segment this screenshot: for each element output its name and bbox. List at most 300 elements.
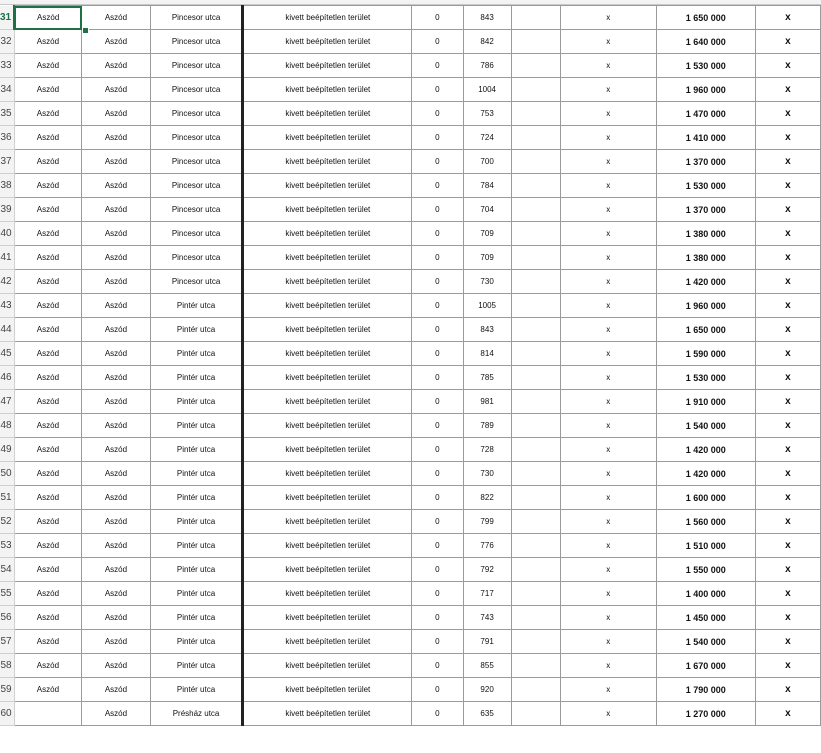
settlement-cell[interactable]: Aszód — [82, 6, 150, 30]
zero-value-cell[interactable]: 0 — [412, 678, 463, 702]
settlement-cell[interactable]: Aszód — [82, 678, 150, 702]
price-cell[interactable]: 1 530 000 — [656, 54, 755, 78]
price-cell[interactable]: 1 560 000 — [656, 510, 755, 534]
land-use-cell[interactable]: kivett beépítetlen terület — [243, 342, 412, 366]
row-header[interactable]: 48 — [0, 414, 14, 438]
empty-cell[interactable] — [511, 198, 560, 222]
price-cell[interactable]: 1 650 000 — [656, 318, 755, 342]
town-cell[interactable]: Aszód — [14, 510, 82, 534]
x-mark-cell[interactable]: x — [560, 390, 656, 414]
x-mark-cell[interactable]: x — [560, 630, 656, 654]
settlement-cell[interactable]: Aszód — [82, 414, 150, 438]
street-cell[interactable]: Pincesor utca — [150, 246, 243, 270]
row-header[interactable]: 37 — [0, 150, 14, 174]
area-cell[interactable]: 704 — [463, 198, 511, 222]
x-mark-cell[interactable]: x — [560, 78, 656, 102]
x-bold-cell[interactable]: x — [755, 198, 820, 222]
land-use-cell[interactable]: kivett beépítetlen terület — [243, 438, 412, 462]
x-bold-cell[interactable]: x — [755, 270, 820, 294]
town-cell[interactable]: Aszód — [14, 438, 82, 462]
zero-value-cell[interactable]: 0 — [412, 414, 463, 438]
town-cell[interactable]: Aszód — [14, 462, 82, 486]
zero-value-cell[interactable]: 0 — [412, 390, 463, 414]
empty-cell[interactable] — [511, 438, 560, 462]
area-cell[interactable]: 724 — [463, 126, 511, 150]
town-cell[interactable]: Aszód — [14, 270, 82, 294]
x-bold-cell[interactable]: x — [755, 582, 820, 606]
street-cell[interactable]: Pintér utca — [150, 390, 243, 414]
settlement-cell[interactable]: Aszód — [82, 222, 150, 246]
x-bold-cell[interactable]: x — [755, 366, 820, 390]
row-header[interactable]: 33 — [0, 54, 14, 78]
settlement-cell[interactable]: Aszód — [82, 150, 150, 174]
x-bold-cell[interactable]: x — [755, 342, 820, 366]
empty-cell[interactable] — [511, 174, 560, 198]
zero-value-cell[interactable]: 0 — [412, 606, 463, 630]
x-mark-cell[interactable]: x — [560, 198, 656, 222]
land-use-cell[interactable]: kivett beépítetlen terület — [243, 150, 412, 174]
price-cell[interactable]: 1 370 000 — [656, 150, 755, 174]
zero-value-cell[interactable]: 0 — [412, 6, 463, 30]
zero-value-cell[interactable]: 0 — [412, 438, 463, 462]
settlement-cell[interactable]: Aszód — [82, 294, 150, 318]
land-use-cell[interactable]: kivett beépítetlen terület — [243, 318, 412, 342]
town-cell[interactable]: Aszód — [14, 246, 82, 270]
settlement-cell[interactable]: Aszód — [82, 198, 150, 222]
land-use-cell[interactable]: kivett beépítetlen terület — [243, 78, 412, 102]
row-header[interactable]: 40 — [0, 222, 14, 246]
zero-value-cell[interactable]: 0 — [412, 30, 463, 54]
row-header[interactable]: 45 — [0, 342, 14, 366]
row-header[interactable]: 44 — [0, 318, 14, 342]
zero-value-cell[interactable]: 0 — [412, 222, 463, 246]
price-cell[interactable]: 1 510 000 — [656, 534, 755, 558]
row-header[interactable]: 54 — [0, 558, 14, 582]
area-cell[interactable]: 822 — [463, 486, 511, 510]
land-use-cell[interactable]: kivett beépítetlen terület — [243, 246, 412, 270]
empty-cell[interactable] — [511, 414, 560, 438]
settlement-cell[interactable]: Aszód — [82, 126, 150, 150]
land-use-cell[interactable]: kivett beépítetlen terület — [243, 390, 412, 414]
x-mark-cell[interactable]: x — [560, 366, 656, 390]
x-bold-cell[interactable]: x — [755, 246, 820, 270]
town-cell[interactable]: Aszód — [14, 294, 82, 318]
zero-value-cell[interactable]: 0 — [412, 366, 463, 390]
street-cell[interactable]: Pintér utca — [150, 462, 243, 486]
x-mark-cell[interactable]: x — [560, 702, 656, 726]
price-cell[interactable]: 1 420 000 — [656, 270, 755, 294]
price-cell[interactable]: 1 910 000 — [656, 390, 755, 414]
town-cell[interactable]: Aszód — [14, 102, 82, 126]
street-cell[interactable]: Pintér utca — [150, 558, 243, 582]
x-bold-cell[interactable]: x — [755, 102, 820, 126]
row-header[interactable]: 39 — [0, 198, 14, 222]
land-use-cell[interactable]: kivett beépítetlen terület — [243, 582, 412, 606]
settlement-cell[interactable]: Aszód — [82, 270, 150, 294]
settlement-cell[interactable]: Aszód — [82, 486, 150, 510]
x-mark-cell[interactable]: x — [560, 294, 656, 318]
zero-value-cell[interactable]: 0 — [412, 318, 463, 342]
land-use-cell[interactable]: kivett beépítetlen terület — [243, 702, 412, 726]
x-bold-cell[interactable]: x — [755, 390, 820, 414]
street-cell[interactable]: Pincesor utca — [150, 150, 243, 174]
town-cell[interactable]: Aszód — [14, 390, 82, 414]
town-cell[interactable]: Aszód — [14, 30, 82, 54]
area-cell[interactable]: 709 — [463, 246, 511, 270]
price-cell[interactable]: 1 960 000 — [656, 78, 755, 102]
street-cell[interactable]: Pintér utca — [150, 678, 243, 702]
zero-value-cell[interactable]: 0 — [412, 78, 463, 102]
row-header[interactable]: 47 — [0, 390, 14, 414]
price-cell[interactable]: 1 400 000 — [656, 582, 755, 606]
x-bold-cell[interactable]: x — [755, 558, 820, 582]
settlement-cell[interactable]: Aszód — [82, 342, 150, 366]
x-bold-cell[interactable]: x — [755, 150, 820, 174]
x-bold-cell[interactable]: x — [755, 30, 820, 54]
area-cell[interactable]: 792 — [463, 558, 511, 582]
row-header[interactable]: 55 — [0, 582, 14, 606]
x-bold-cell[interactable]: x — [755, 222, 820, 246]
area-cell[interactable]: 855 — [463, 654, 511, 678]
x-mark-cell[interactable]: x — [560, 222, 656, 246]
empty-cell[interactable] — [511, 678, 560, 702]
row-header[interactable]: 34 — [0, 78, 14, 102]
area-cell[interactable]: 717 — [463, 582, 511, 606]
empty-cell[interactable] — [511, 246, 560, 270]
town-cell[interactable]: Aszód — [14, 150, 82, 174]
area-cell[interactable]: 730 — [463, 270, 511, 294]
x-mark-cell[interactable]: x — [560, 126, 656, 150]
row-header[interactable]: 49 — [0, 438, 14, 462]
town-cell[interactable]: Aszód — [14, 126, 82, 150]
x-mark-cell[interactable]: x — [560, 678, 656, 702]
empty-cell[interactable] — [511, 654, 560, 678]
zero-value-cell[interactable]: 0 — [412, 126, 463, 150]
street-cell[interactable]: Pintér utca — [150, 606, 243, 630]
empty-cell[interactable] — [511, 390, 560, 414]
land-use-cell[interactable]: kivett beépítetlen terület — [243, 510, 412, 534]
x-bold-cell[interactable]: x — [755, 678, 820, 702]
x-bold-cell[interactable]: x — [755, 126, 820, 150]
empty-cell[interactable] — [511, 510, 560, 534]
x-bold-cell[interactable]: x — [755, 294, 820, 318]
row-header[interactable]: 52 — [0, 510, 14, 534]
land-use-cell[interactable]: kivett beépítetlen terület — [243, 198, 412, 222]
land-use-cell[interactable]: kivett beépítetlen terület — [243, 486, 412, 510]
land-use-cell[interactable]: kivett beépítetlen terület — [243, 270, 412, 294]
settlement-cell[interactable]: Aszód — [82, 510, 150, 534]
price-cell[interactable]: 1 420 000 — [656, 462, 755, 486]
row-header[interactable]: 31 — [0, 6, 14, 30]
price-cell[interactable]: 1 380 000 — [656, 246, 755, 270]
town-cell[interactable]: Aszód — [14, 678, 82, 702]
street-cell[interactable]: Pintér utca — [150, 630, 243, 654]
price-cell[interactable]: 1 650 000 — [656, 6, 755, 30]
area-cell[interactable]: 843 — [463, 6, 511, 30]
land-use-cell[interactable]: kivett beépítetlen terület — [243, 462, 412, 486]
town-cell[interactable]: Aszód — [14, 582, 82, 606]
settlement-cell[interactable]: Aszód — [82, 582, 150, 606]
x-mark-cell[interactable]: x — [560, 54, 656, 78]
empty-cell[interactable] — [511, 150, 560, 174]
zero-value-cell[interactable]: 0 — [412, 534, 463, 558]
zero-value-cell[interactable]: 0 — [412, 582, 463, 606]
area-cell[interactable]: 842 — [463, 30, 511, 54]
land-use-cell[interactable]: kivett beépítetlen terület — [243, 54, 412, 78]
x-mark-cell[interactable]: x — [560, 246, 656, 270]
row-header[interactable]: 41 — [0, 246, 14, 270]
settlement-cell[interactable]: Aszód — [82, 174, 150, 198]
street-cell[interactable]: Présház utca — [150, 702, 243, 726]
street-cell[interactable]: Pintér utca — [150, 342, 243, 366]
town-cell[interactable]: Aszód — [14, 54, 82, 78]
row-header[interactable]: 50 — [0, 462, 14, 486]
settlement-cell[interactable]: Aszód — [82, 246, 150, 270]
x-mark-cell[interactable]: x — [560, 102, 656, 126]
area-cell[interactable]: 635 — [463, 702, 511, 726]
x-bold-cell[interactable]: x — [755, 414, 820, 438]
zero-value-cell[interactable]: 0 — [412, 486, 463, 510]
x-bold-cell[interactable]: x — [755, 78, 820, 102]
price-cell[interactable]: 1 600 000 — [656, 486, 755, 510]
price-cell[interactable]: 1 270 000 — [656, 702, 755, 726]
row-header[interactable]: 58 — [0, 654, 14, 678]
land-use-cell[interactable]: kivett beépítetlen terület — [243, 654, 412, 678]
price-cell[interactable]: 1 370 000 — [656, 198, 755, 222]
town-cell[interactable] — [14, 702, 82, 726]
zero-value-cell[interactable]: 0 — [412, 198, 463, 222]
zero-value-cell[interactable]: 0 — [412, 174, 463, 198]
area-cell[interactable]: 730 — [463, 462, 511, 486]
settlement-cell[interactable]: Aszód — [82, 630, 150, 654]
area-cell[interactable]: 786 — [463, 54, 511, 78]
area-cell[interactable]: 743 — [463, 606, 511, 630]
town-cell[interactable]: Aszód — [14, 174, 82, 198]
street-cell[interactable]: Pincesor utca — [150, 78, 243, 102]
empty-cell[interactable] — [511, 486, 560, 510]
row-header[interactable]: 57 — [0, 630, 14, 654]
area-cell[interactable]: 1004 — [463, 78, 511, 102]
x-bold-cell[interactable]: x — [755, 654, 820, 678]
street-cell[interactable]: Pincesor utca — [150, 102, 243, 126]
empty-cell[interactable] — [511, 78, 560, 102]
empty-cell[interactable] — [511, 582, 560, 606]
x-mark-cell[interactable]: x — [560, 438, 656, 462]
zero-value-cell[interactable]: 0 — [412, 630, 463, 654]
settlement-cell[interactable]: Aszód — [82, 654, 150, 678]
land-use-cell[interactable]: kivett beépítetlen terület — [243, 30, 412, 54]
settlement-cell[interactable]: Aszód — [82, 702, 150, 726]
fill-handle[interactable] — [82, 27, 89, 34]
area-cell[interactable]: 784 — [463, 174, 511, 198]
area-cell[interactable]: 728 — [463, 438, 511, 462]
land-use-cell[interactable]: kivett beépítetlen terület — [243, 606, 412, 630]
zero-value-cell[interactable]: 0 — [412, 270, 463, 294]
x-bold-cell[interactable]: x — [755, 54, 820, 78]
empty-cell[interactable] — [511, 702, 560, 726]
street-cell[interactable]: Pintér utca — [150, 318, 243, 342]
zero-value-cell[interactable]: 0 — [412, 558, 463, 582]
town-cell[interactable]: Aszód — [14, 630, 82, 654]
area-cell[interactable]: 791 — [463, 630, 511, 654]
row-header[interactable]: 43 — [0, 294, 14, 318]
zero-value-cell[interactable]: 0 — [412, 102, 463, 126]
price-cell[interactable]: 1 450 000 — [656, 606, 755, 630]
land-use-cell[interactable]: kivett beépítetlen terület — [243, 102, 412, 126]
area-cell[interactable]: 753 — [463, 102, 511, 126]
street-cell[interactable]: Pincesor utca — [150, 126, 243, 150]
price-cell[interactable]: 1 380 000 — [656, 222, 755, 246]
land-use-cell[interactable]: kivett beépítetlen terület — [243, 6, 412, 30]
x-bold-cell[interactable]: x — [755, 6, 820, 30]
settlement-cell[interactable]: Aszód — [82, 78, 150, 102]
price-cell[interactable]: 1 790 000 — [656, 678, 755, 702]
settlement-cell[interactable]: Aszód — [82, 606, 150, 630]
street-cell[interactable]: Pintér utca — [150, 582, 243, 606]
settlement-cell[interactable]: Aszód — [82, 318, 150, 342]
street-cell[interactable]: Pintér utca — [150, 534, 243, 558]
price-cell[interactable]: 1 590 000 — [656, 342, 755, 366]
x-bold-cell[interactable]: x — [755, 174, 820, 198]
x-bold-cell[interactable]: x — [755, 438, 820, 462]
settlement-cell[interactable]: Aszód — [82, 366, 150, 390]
land-use-cell[interactable]: kivett beépítetlen terület — [243, 534, 412, 558]
street-cell[interactable]: Pintér utca — [150, 654, 243, 678]
street-cell[interactable]: Pincesor utca — [150, 6, 243, 30]
x-mark-cell[interactable]: x — [560, 510, 656, 534]
row-header[interactable]: 56 — [0, 606, 14, 630]
x-mark-cell[interactable]: x — [560, 318, 656, 342]
street-cell[interactable]: Pincesor utca — [150, 270, 243, 294]
row-header[interactable]: 51 — [0, 486, 14, 510]
street-cell[interactable]: Pincesor utca — [150, 174, 243, 198]
x-bold-cell[interactable]: x — [755, 318, 820, 342]
x-mark-cell[interactable]: x — [560, 582, 656, 606]
empty-cell[interactable] — [511, 318, 560, 342]
area-cell[interactable]: 776 — [463, 534, 511, 558]
price-cell[interactable]: 1 640 000 — [656, 30, 755, 54]
area-cell[interactable]: 789 — [463, 414, 511, 438]
town-cell[interactable]: Aszód — [14, 342, 82, 366]
empty-cell[interactable] — [511, 630, 560, 654]
row-header[interactable]: 36 — [0, 126, 14, 150]
street-cell[interactable]: Pincesor utca — [150, 54, 243, 78]
settlement-cell[interactable]: Aszód — [82, 462, 150, 486]
town-cell[interactable]: Aszód — [14, 6, 82, 30]
x-bold-cell[interactable]: x — [755, 702, 820, 726]
town-cell[interactable]: Aszód — [14, 198, 82, 222]
row-header[interactable]: 38 — [0, 174, 14, 198]
street-cell[interactable]: Pintér utca — [150, 438, 243, 462]
x-mark-cell[interactable]: x — [560, 486, 656, 510]
area-cell[interactable]: 981 — [463, 390, 511, 414]
price-cell[interactable]: 1 530 000 — [656, 366, 755, 390]
row-header[interactable]: 42 — [0, 270, 14, 294]
x-bold-cell[interactable]: x — [755, 630, 820, 654]
zero-value-cell[interactable]: 0 — [412, 294, 463, 318]
settlement-cell[interactable]: Aszód — [82, 390, 150, 414]
empty-cell[interactable] — [511, 30, 560, 54]
town-cell[interactable]: Aszód — [14, 366, 82, 390]
area-cell[interactable]: 843 — [463, 318, 511, 342]
settlement-cell[interactable]: Aszód — [82, 534, 150, 558]
settlement-cell[interactable]: Aszód — [82, 30, 150, 54]
empty-cell[interactable] — [511, 222, 560, 246]
row-header[interactable]: 46 — [0, 366, 14, 390]
settlement-cell[interactable]: Aszód — [82, 438, 150, 462]
land-use-cell[interactable]: kivett beépítetlen terület — [243, 558, 412, 582]
price-cell[interactable]: 1 960 000 — [656, 294, 755, 318]
empty-cell[interactable] — [511, 462, 560, 486]
empty-cell[interactable] — [511, 534, 560, 558]
zero-value-cell[interactable]: 0 — [412, 150, 463, 174]
x-mark-cell[interactable]: x — [560, 558, 656, 582]
town-cell[interactable]: Aszód — [14, 414, 82, 438]
price-cell[interactable]: 1 550 000 — [656, 558, 755, 582]
town-cell[interactable]: Aszód — [14, 534, 82, 558]
price-cell[interactable]: 1 670 000 — [656, 654, 755, 678]
x-mark-cell[interactable]: x — [560, 606, 656, 630]
empty-cell[interactable] — [511, 6, 560, 30]
empty-cell[interactable] — [511, 606, 560, 630]
x-mark-cell[interactable]: x — [560, 30, 656, 54]
settlement-cell[interactable]: Aszód — [82, 102, 150, 126]
row-header[interactable]: 53 — [0, 534, 14, 558]
street-cell[interactable]: Pincesor utca — [150, 30, 243, 54]
land-use-cell[interactable]: kivett beépítetlen terület — [243, 630, 412, 654]
x-mark-cell[interactable]: x — [560, 534, 656, 558]
area-cell[interactable]: 814 — [463, 342, 511, 366]
zero-value-cell[interactable]: 0 — [412, 246, 463, 270]
land-use-cell[interactable]: kivett beépítetlen terület — [243, 126, 412, 150]
x-bold-cell[interactable]: x — [755, 486, 820, 510]
area-cell[interactable]: 785 — [463, 366, 511, 390]
land-use-cell[interactable]: kivett beépítetlen terület — [243, 414, 412, 438]
zero-value-cell[interactable]: 0 — [412, 342, 463, 366]
area-cell[interactable]: 1005 — [463, 294, 511, 318]
land-use-cell[interactable]: kivett beépítetlen terület — [243, 366, 412, 390]
area-cell[interactable]: 709 — [463, 222, 511, 246]
settlement-cell[interactable]: Aszód — [82, 54, 150, 78]
town-cell[interactable]: Aszód — [14, 78, 82, 102]
empty-cell[interactable] — [511, 294, 560, 318]
empty-cell[interactable] — [511, 270, 560, 294]
row-header[interactable]: 60 — [0, 702, 14, 726]
row-header[interactable]: 35 — [0, 102, 14, 126]
x-mark-cell[interactable]: x — [560, 342, 656, 366]
street-cell[interactable]: Pintér utca — [150, 414, 243, 438]
town-cell[interactable]: Aszód — [14, 486, 82, 510]
area-cell[interactable]: 920 — [463, 678, 511, 702]
street-cell[interactable]: Pintér utca — [150, 294, 243, 318]
empty-cell[interactable] — [511, 54, 560, 78]
price-cell[interactable]: 1 410 000 — [656, 126, 755, 150]
price-cell[interactable]: 1 540 000 — [656, 630, 755, 654]
empty-cell[interactable] — [511, 342, 560, 366]
zero-value-cell[interactable]: 0 — [412, 654, 463, 678]
land-use-cell[interactable]: kivett beépítetlen terület — [243, 174, 412, 198]
street-cell[interactable]: Pincesor utca — [150, 198, 243, 222]
zero-value-cell[interactable]: 0 — [412, 510, 463, 534]
x-bold-cell[interactable]: x — [755, 510, 820, 534]
area-cell[interactable]: 799 — [463, 510, 511, 534]
row-header[interactable]: 32 — [0, 30, 14, 54]
street-cell[interactable]: Pincesor utca — [150, 222, 243, 246]
x-mark-cell[interactable]: x — [560, 270, 656, 294]
x-mark-cell[interactable]: x — [560, 150, 656, 174]
price-cell[interactable]: 1 540 000 — [656, 414, 755, 438]
settlement-cell[interactable]: Aszód — [82, 558, 150, 582]
